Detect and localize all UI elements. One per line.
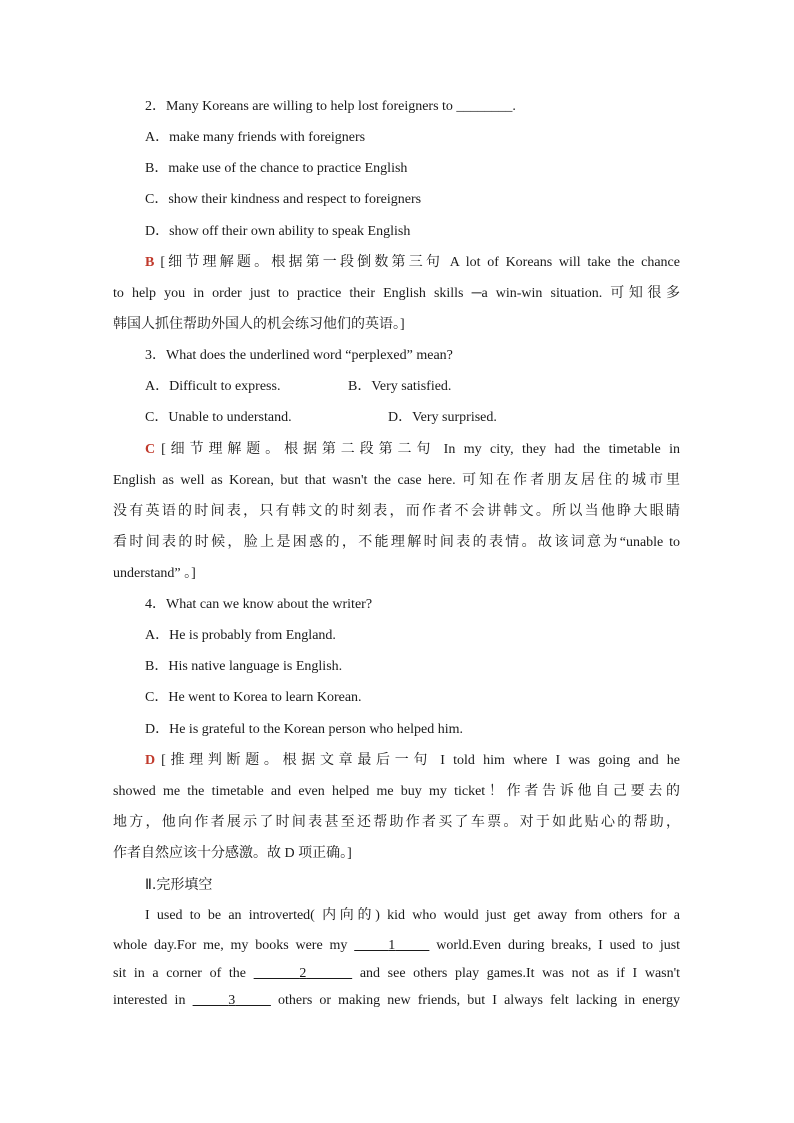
question-3-explanation-line: English as well as Korean, but that wasn't the case here. 可知在作者朋友居住的城市里 bbox=[113, 473, 680, 488]
question-3-option-d: D．Very surprised. bbox=[388, 410, 497, 425]
question-2-stem: 2．Many Koreans are willing to help lost foreigners to ________. bbox=[145, 99, 516, 114]
question-2-explanation-line: B [细节理解题。根据第一段倒数第三句 A lot of Koreans will take the chance bbox=[145, 255, 680, 270]
passage-line: sit in a corner of the 2 and see others play games.It was not as if I wasn't bbox=[113, 966, 681, 981]
question-2-answer: B bbox=[145, 255, 155, 270]
question-4-option-b: B．His native language is English. bbox=[145, 659, 343, 674]
question-2-option-c: C．show their kindness and respect to foreigners bbox=[145, 192, 422, 207]
question-3-options-row-1 bbox=[145, 377, 680, 397]
question-4-explanation-line: 地方，他向作者展示了时间表甚至还帮助作者买了车票。对于如此贴心的帮助， bbox=[113, 815, 680, 830]
passage-line: I used to be an introverted( 内向的) kid who would just get away from others for a bbox=[145, 908, 680, 923]
question-4-answer: D bbox=[145, 753, 156, 768]
question-3-explanation-line: C [细节理解题。根据第二段第二句 In my city, they had the timetable in bbox=[145, 442, 680, 457]
question-3-option-a: A．Difficult to express. bbox=[145, 379, 281, 394]
question-3-stem: 3．What does the underlined word “perplexed” mean? bbox=[145, 348, 453, 363]
question-3-answer: C bbox=[145, 442, 156, 457]
section-heading: Ⅱ.完形填空 bbox=[145, 877, 213, 893]
question-4-explanation-line: 作者自然应该十分感激。故 D 项正确。] bbox=[113, 846, 352, 861]
question-2-explanation-line: 韩国人抓住帮助外国人的机会练习他们的英语。] bbox=[113, 317, 405, 332]
question-3-explanation-line: understand” 。] bbox=[113, 566, 196, 581]
passage-line: whole day.For me, my books were my 1 world.Even during breaks, I used to just bbox=[113, 938, 681, 953]
question-2-option-a: A．make many friends with foreigners bbox=[145, 130, 366, 145]
question-4-option-c: C．He went to Korea to learn Korean. bbox=[145, 690, 362, 705]
cloze-blank-3: 3 bbox=[228, 993, 236, 1008]
question-3-option-c: C．Unable to understand. bbox=[145, 410, 292, 425]
question-2-explanation-line: to help you in order just to practice their English skills ─a win-win situation. 可知很多 bbox=[113, 286, 680, 301]
question-3-explanation-line: 看时间表的时候，脸上是困惑的，不能理解时间表的表情。故该词意为“unable to bbox=[113, 535, 680, 550]
question-2-option-b: B．make use of the chance to practice English bbox=[145, 161, 408, 176]
question-3-explanation-line: 没有英语的时间表，只有韩文的时刻表，而作者不会讲韩文。所以当他睁大眼睛 bbox=[113, 504, 680, 519]
question-4-option-a: A．He is probably from England. bbox=[145, 628, 336, 643]
cloze-blank-1: 1 bbox=[388, 938, 396, 953]
question-2-option-d: D．show off their own ability to speak English bbox=[145, 224, 411, 239]
question-3-option-b: B．Very satisfied. bbox=[348, 379, 452, 394]
question-3-options-row-2 bbox=[145, 408, 680, 428]
question-4-explanation-line: D [推理判断题。根据文章最后一句 I told him where I was going and he bbox=[145, 753, 680, 768]
cloze-blank-2: 2 bbox=[299, 966, 307, 981]
passage-line: interested in 3 others or making new friends, but I always felt lacking in energy bbox=[113, 993, 681, 1008]
question-4-stem: 4．What can we know about the writer? bbox=[145, 597, 373, 612]
question-4-explanation-line: showed me the timetable and even helped me buy my ticket！作者告诉他自己要去的 bbox=[113, 784, 680, 799]
question-4-option-d: D．He is grateful to the Korean person who helped him. bbox=[145, 722, 464, 737]
